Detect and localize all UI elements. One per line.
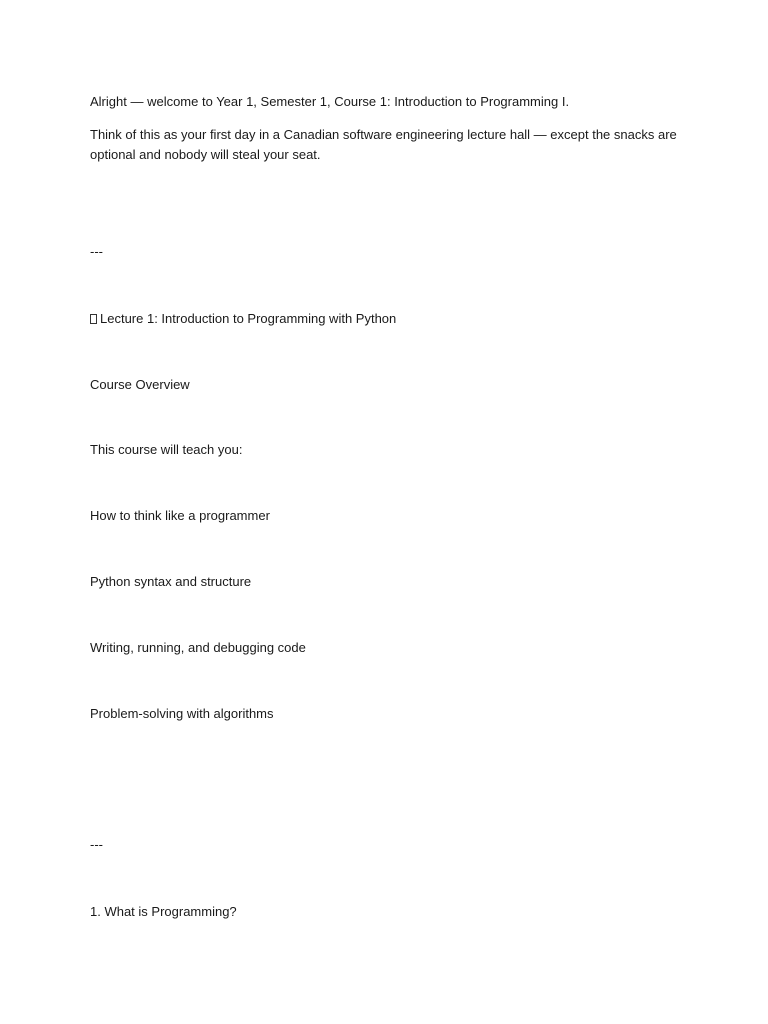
missing-glyph-icon	[90, 314, 97, 324]
list-item: Writing, running, and debugging code	[90, 640, 306, 655]
intro-paragraph-2: Think of this as your first day in a Canadian software engineering lecture hall — except the snacks are optional and nobody will steal your seat.	[90, 127, 677, 162]
overview-heading: Course Overview	[90, 377, 190, 392]
lecture-title	[90, 309, 680, 329]
divider-2: ---	[90, 837, 103, 852]
teach-intro: This course will teach you:	[90, 442, 243, 457]
divider-1: ---	[90, 244, 103, 259]
lecture-title-text: Lecture 1: Introduction to Programming with Python	[100, 311, 397, 326]
list-item: Python syntax and structure	[90, 574, 252, 589]
section-1-heading: 1. What is Programming?	[90, 904, 237, 919]
list-item: How to think like a programmer	[90, 508, 270, 523]
list-item: Problem-solving with algorithms	[90, 706, 274, 721]
intro-paragraph: Alright — welcome to Year 1, Semester 1, Course 1: Introduction to Programming I.	[90, 94, 570, 109]
